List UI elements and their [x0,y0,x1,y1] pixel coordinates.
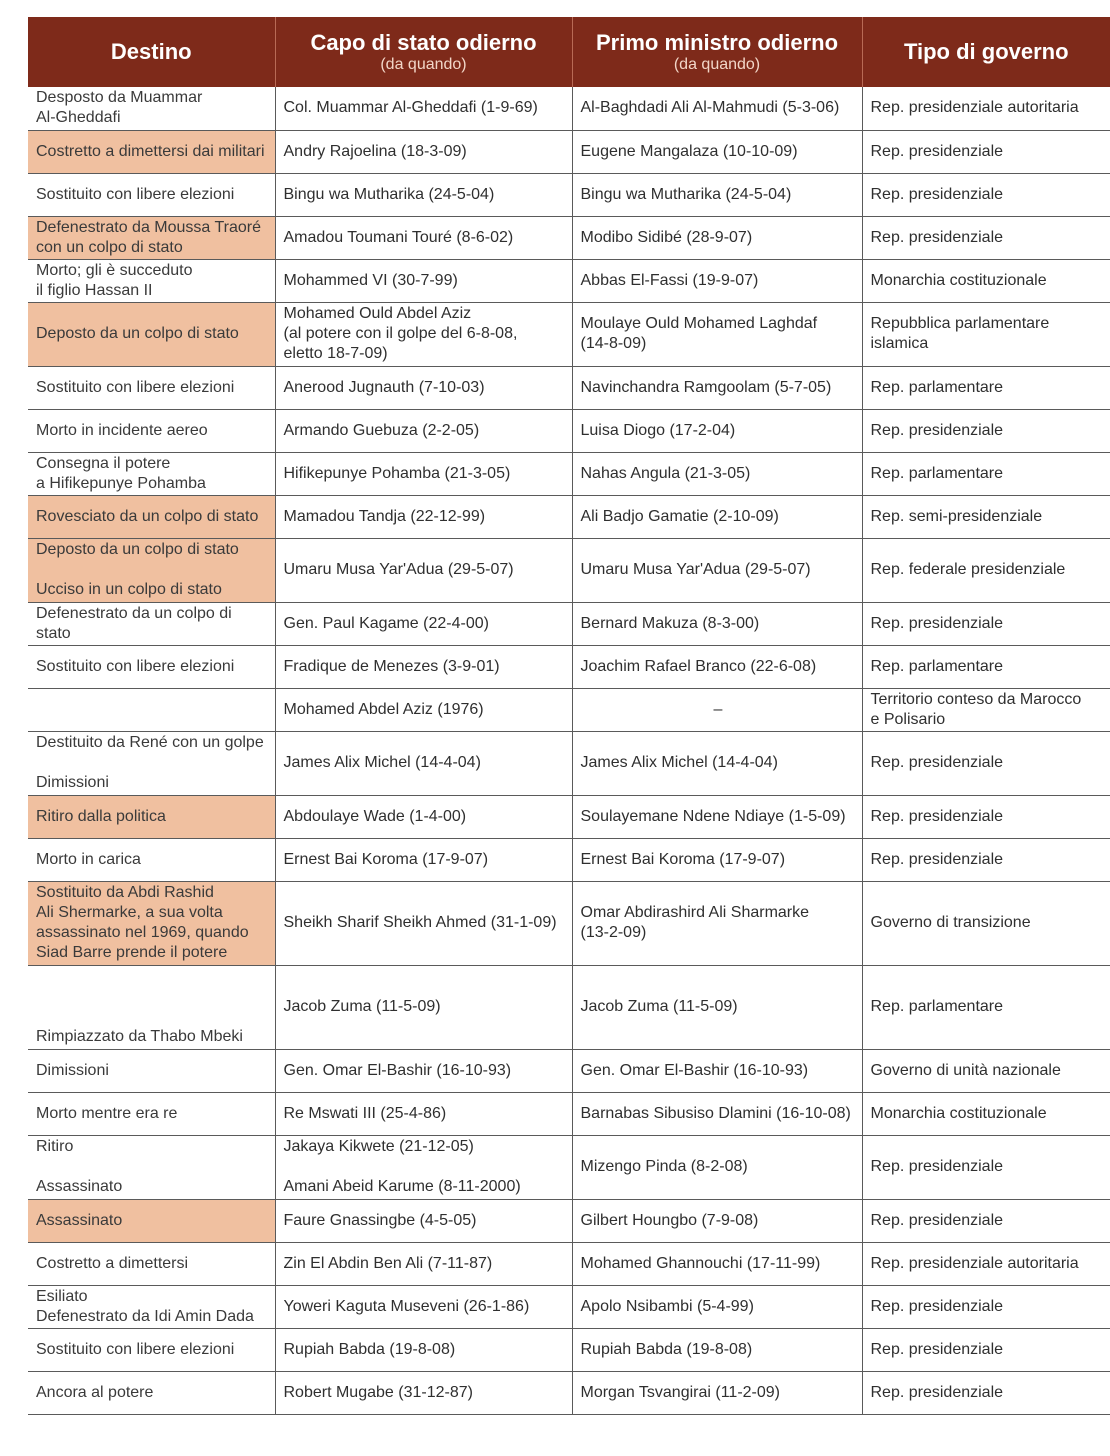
header-primo [572,17,862,87]
header-capo-sub: (da quando) [380,55,467,73]
head-of-state-cell: Yoweri Kaguta Museveni (26-1-86) [275,1285,572,1328]
table-row [28,495,1110,538]
table-row [28,1199,1110,1242]
government-type-cell: Governo di transizione [862,881,1110,965]
head-of-state-cell: Amadou Toumani Touré (8-6-02) [275,216,572,259]
government-type-cell: Rep. presidenziale [862,216,1110,259]
prime-minister-cell: Mizengo Pinda (8-2-08) [572,1135,862,1199]
government-type-cell: Monarchia costituzionale [862,259,1110,302]
head-of-state-cell: Hifikepunye Pohamba (21-3-05) [275,452,572,495]
fate-cell: Ritiro Assassinato [28,1135,275,1199]
fate-cell: Deposto da un colpo di stato Ucciso in un colpo di stato [28,538,275,602]
government-type-cell: Rep. parlamentare [862,965,1110,1049]
head-of-state-cell: Anerood Jugnauth (7-10-03) [275,366,572,409]
government-type-cell: Rep. presidenziale [862,602,1110,645]
fate-cell: Consegna il potere a Hifikepunye Pohamba [28,452,275,495]
prime-minister-cell: Luisa Diogo (17-2-04) [572,409,862,452]
table-row [28,1092,1110,1135]
table-row [28,1135,1110,1199]
prime-minister-cell: Bernard Makuza (8-3-00) [572,602,862,645]
government-type-cell: Rep. presidenziale [862,1328,1110,1371]
head-of-state-cell: Armando Guebuza (2-2-05) [275,409,572,452]
table-row [28,1328,1110,1371]
prime-minister-cell: Joachim Rafael Branco (22-6-08) [572,645,862,688]
prime-minister-cell: Bingu wa Mutharika (24-5-04) [572,173,862,216]
government-type-cell: Rep. presidenziale [862,1199,1110,1242]
header-row [28,17,1110,87]
government-type-cell: Monarchia costituzionale [862,1092,1110,1135]
head-of-state-cell: James Alix Michel (14-4-04) [275,731,572,795]
prime-minister-cell: Nahas Angula (21-3-05) [572,452,862,495]
prime-minister-cell: Eugene Mangalaza (10-10-09) [572,130,862,173]
fate-cell: Sostituito con libere elezioni [28,645,275,688]
prime-minister-cell: Soulayemane Ndene Ndiaye (1-5-09) [572,795,862,838]
head-of-state-cell: Mohamed Ould Abdel Aziz (al potere con il golpe del 6-8-08, eletto 18-7-09) [275,302,572,366]
government-type-cell: Rep. presidenziale autoritaria [862,87,1110,130]
fate-cell: Rovesciato da un colpo di stato [28,495,275,538]
prime-minister-cell: Jacob Zuma (11-5-09) [572,965,862,1049]
fate-cell: Morto; gli è succeduto il figlio Hassan II [28,259,275,302]
head-of-state-cell: Sheikh Sharif Sheikh Ahmed (31-1-09) [275,881,572,965]
prime-minister-cell: Apolo Nsibambi (5-4-99) [572,1285,862,1328]
table-row [28,302,1110,366]
table-row [28,173,1110,216]
head-of-state-cell: Mohamed Abdel Aziz (1976) [275,688,572,731]
government-type-cell: Rep. presidenziale [862,795,1110,838]
fate-cell: Morto in incidente aereo [28,409,275,452]
fate-cell: Dimissioni [28,1049,275,1092]
table-body [28,87,1110,1414]
government-type-cell: Rep. presidenziale [862,130,1110,173]
prime-minister-cell: Moulaye Ould Mohamed Laghdaf (14-8-09) [572,302,862,366]
prime-minister-cell: Al-Baghdadi Ali Al-Mahmudi (5-3-06) [572,87,862,130]
header-primo-label: Primo ministro odierno [595,29,839,55]
table-row [28,87,1110,130]
government-type-cell: Rep. presidenziale [862,173,1110,216]
government-type-cell: Governo di unità nazionale [862,1049,1110,1092]
header-tipo-label: Tipo di governo [903,39,1069,64]
table-row [28,602,1110,645]
fate-cell: Costretto a dimettersi dai militari [28,130,275,173]
head-of-state-cell: Col. Muammar Al-Gheddafi (1-9-69) [275,87,572,130]
fate-cell: Assassinato [28,1199,275,1242]
prime-minister-cell: Morgan Tsvangirai (11-2-09) [572,1371,862,1414]
fate-cell: Rimpiazzato da Thabo Mbeki [28,965,275,1049]
head-of-state-cell: Abdoulaye Wade (1-4-00) [275,795,572,838]
head-of-state-cell: Andry Rajoelina (18-3-09) [275,130,572,173]
fate-cell: Sostituito con libere elezioni [28,1328,275,1371]
government-type-cell: Rep. presidenziale [862,1135,1110,1199]
government-type-cell: Rep. presidenziale autoritaria [862,1242,1110,1285]
table-row [28,409,1110,452]
fate-cell: Defenestrato da Moussa Traoré con un colpo di stato [28,216,275,259]
prime-minister-cell: James Alix Michel (14-4-04) [572,731,862,795]
government-type-cell: Rep. parlamentare [862,645,1110,688]
table-row [28,1371,1110,1414]
head-of-state-cell: Re Mswati III (25-4-86) [275,1092,572,1135]
head-of-state-cell: Gen. Omar El-Bashir (16-10-93) [275,1049,572,1092]
table-row [28,538,1110,602]
prime-minister-cell: Ernest Bai Koroma (17-9-07) [572,838,862,881]
head-of-state-cell: Bingu wa Mutharika (24-5-04) [275,173,572,216]
fate-cell: Defenestrato da un colpo di stato [28,602,275,645]
table-row [28,259,1110,302]
head-of-state-cell: Jakaya Kikwete (21-12-05) Amani Abeid Karume (8-11-2000) [275,1135,572,1199]
head-of-state-cell: Mohammed VI (30-7-99) [275,259,572,302]
fate-cell: Sostituito da Abdi Rashid Ali Shermarke, a sua volta assassinato nel 1969, quando Siad Barre prende il potere [28,881,275,965]
prime-minister-cell: Ali Badjo Gamatie (2-10-09) [572,495,862,538]
header-destino [28,17,275,87]
prime-minister-cell: Barnabas Sibusiso Dlamini (16-10-08) [572,1092,862,1135]
table-header [28,17,1110,87]
table-row [28,366,1110,409]
government-table [28,17,1110,1415]
header-capo [275,17,572,87]
table-row [28,645,1110,688]
fate-cell: Esiliato Defenestrato da Idi Amin Dada [28,1285,275,1328]
prime-minister-cell: Gen. Omar El-Bashir (16-10-93) [572,1049,862,1092]
fate-cell: Morto mentre era re [28,1092,275,1135]
fate-cell: Morto in carica [28,838,275,881]
prime-minister-cell: Umaru Musa Yar'Adua (29-5-07) [572,538,862,602]
table-row [28,216,1110,259]
government-type-cell: Rep. parlamentare [862,366,1110,409]
government-type-cell: Repubblica parlamentare islamica [862,302,1110,366]
head-of-state-cell: Mamadou Tandja (22-12-99) [275,495,572,538]
fate-cell: Ancora al potere [28,1371,275,1414]
government-type-cell: Rep. presidenziale [862,838,1110,881]
head-of-state-cell: Ernest Bai Koroma (17-9-07) [275,838,572,881]
table-row [28,838,1110,881]
fate-cell: Deposto da un colpo di stato [28,302,275,366]
prime-minister-cell: – [572,688,862,731]
fate-cell: Ritiro dalla politica [28,795,275,838]
government-type-cell: Rep. presidenziale [862,1371,1110,1414]
header-destino-label: Destino [110,39,192,64]
head-of-state-cell: Jacob Zuma (11-5-09) [275,965,572,1049]
header-primo-sub: (da quando) [673,55,761,73]
prime-minister-cell: Navinchandra Ramgoolam (5-7-05) [572,366,862,409]
fate-cell: Destituito da René con un golpe Dimissioni [28,731,275,795]
head-of-state-cell: Robert Mugabe (31-12-87) [275,1371,572,1414]
table-row [28,965,1110,1049]
table-row [28,795,1110,838]
header-capo-label: Capo di stato odierno [310,29,537,55]
table-row [28,1285,1110,1328]
fate-cell [28,688,275,731]
table-row [28,881,1110,965]
fate-cell: Desposto da Muammar Al-Gheddafi [28,87,275,130]
fate-cell: Sostituito con libere elezioni [28,173,275,216]
prime-minister-cell: Gilbert Houngbo (7-9-08) [572,1199,862,1242]
head-of-state-cell: Gen. Paul Kagame (22-4-00) [275,602,572,645]
head-of-state-cell: Faure Gnassingbe (4-5-05) [275,1199,572,1242]
government-type-cell: Rep. semi-presidenziale [862,495,1110,538]
table-row [28,452,1110,495]
head-of-state-cell: Umaru Musa Yar'Adua (29-5-07) [275,538,572,602]
fate-cell: Costretto a dimettersi [28,1242,275,1285]
header-tipo [862,17,1110,87]
prime-minister-cell: Omar Abdirashird Ali Sharmarke (13-2-09) [572,881,862,965]
government-type-cell: Rep. presidenziale [862,1285,1110,1328]
government-type-cell: Territorio conteso da Marocco e Polisario [862,688,1110,731]
table-row [28,130,1110,173]
fate-cell: Sostituito con libere elezioni [28,366,275,409]
head-of-state-cell: Fradique de Menezes (3-9-01) [275,645,572,688]
government-type-cell: Rep. presidenziale [862,731,1110,795]
government-type-cell: Rep. federale presidenziale [862,538,1110,602]
table-row [28,688,1110,731]
government-type-cell: Rep. parlamentare [862,452,1110,495]
prime-minister-cell: Abbas El-Fassi (19-9-07) [572,259,862,302]
table-row [28,731,1110,795]
table-row [28,1242,1110,1285]
head-of-state-cell: Zin El Abdin Ben Ali (7-11-87) [275,1242,572,1285]
table-row [28,1049,1110,1092]
government-type-cell: Rep. presidenziale [862,409,1110,452]
prime-minister-cell: Mohamed Ghannouchi (17-11-99) [572,1242,862,1285]
prime-minister-cell: Modibo Sidibé (28-9-07) [572,216,862,259]
head-of-state-cell: Rupiah Babda (19-8-08) [275,1328,572,1371]
prime-minister-cell: Rupiah Babda (19-8-08) [572,1328,862,1371]
